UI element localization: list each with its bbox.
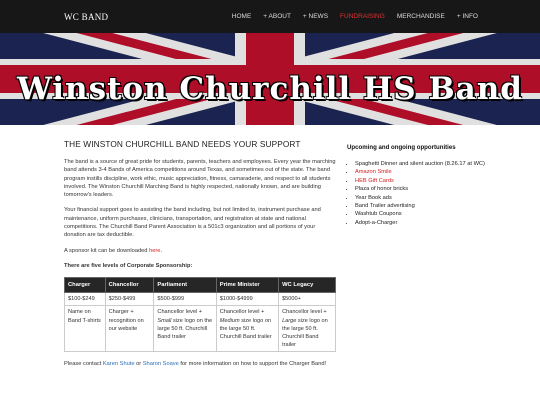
nav-home[interactable]: HOME <box>231 13 252 20</box>
table-header: Prime Minister <box>216 278 278 293</box>
nav-merchandise[interactable]: MERCHANDISE <box>396 13 445 20</box>
contact-sharon-link[interactable]: Sharon Soave <box>142 361 179 368</box>
table-header: WC Legacy <box>279 278 336 293</box>
table-header: Chancellor <box>105 278 154 293</box>
price-cell: $1000-$4999 <box>216 293 278 306</box>
list-item: • Year Book ads <box>355 194 487 202</box>
opportunities-list <box>347 160 487 227</box>
list-item <box>355 168 487 176</box>
price-cell: $5000+ <box>279 293 336 306</box>
benefit-cell: Chancellor level + Large size logo on the large 50 ft. Churchill Band trailer <box>279 306 336 352</box>
benefit-cell: Chancellor level + Medium size logo on the large 50 ft. Churchill Band trailer <box>216 306 278 352</box>
contact-line: Please contact Karen Shute or Sharon Soave for more information on how to support the Charger Band! <box>64 361 327 368</box>
price-cell: $100-$249 <box>65 293 106 306</box>
benefit-cell: Chancellor level + Small size logo on the large 50 ft. Churchill Band trailer <box>154 306 216 352</box>
page-heading: THE WINSTON CHURCHILL BAND NEEDS YOUR SUPPORT <box>64 139 301 149</box>
support-paragraph: Your financial support goes to assisting the band including, but not limited to, instrument purchase and maintenance, uniform purchases, clinicians, transportation, and registration at state and national competitions. The Churchill Band Parent Association is a 501c3 organization and all portions of your donation are tax deductible. <box>64 207 321 239</box>
benefit-cell: Name on Band T-shirts <box>65 306 106 352</box>
content-area <box>0 125 540 405</box>
main-nav <box>220 13 478 20</box>
sidebar-heading: Upcoming and ongoing opportunities <box>347 144 456 151</box>
nav-about[interactable]: + ABOUT <box>263 13 291 20</box>
hero-banner <box>0 33 540 125</box>
benefit-cell: Charger + recognition on our website <box>105 306 154 352</box>
table-row <box>65 306 336 352</box>
list-item: • Adopt-a-Charger <box>355 219 487 227</box>
intro-paragraph: The band is a source of great pride for students, parents, teachers and employees. Every year the marching band attends 3-4 Bands of America competitions around Texas, and sometimes out of the state. The band program instills discipline, work ethic, music appreciation, fitness, camaraderie, and respect to all students involved. The Winston Churchill Marching Band is highly respected, nationally known, and are building tomorrow's leaders. <box>64 159 336 199</box>
top-navigation-bar <box>0 0 540 33</box>
nav-fundraising[interactable]: FUNDRAISING <box>340 13 385 20</box>
main-column <box>64 139 336 376</box>
levels-intro: There are five levels of Corporate Sponsorship: <box>64 262 193 269</box>
table-header: Parliament <box>154 278 216 293</box>
nav-news[interactable]: + NEWS <box>302 13 329 20</box>
price-cell: $500-$999 <box>154 293 216 306</box>
sponsorship-levels-table <box>64 277 336 352</box>
banner-title: Winston Churchill HS Band <box>17 71 523 107</box>
contact-karen-link[interactable]: Karen Shute <box>102 361 135 368</box>
site-brand[interactable]: WC BAND <box>64 12 109 22</box>
table-header: Charger <box>65 278 106 293</box>
list-item: • Washtub Coupons <box>355 210 487 218</box>
price-cell: $250-$499 <box>105 293 154 306</box>
heb-gift-cards-link[interactable]: HEB Gift Cards <box>355 177 394 184</box>
nav-info[interactable]: + INFO <box>456 13 478 20</box>
table-row <box>65 293 336 306</box>
list-item: • Plaza of honor bricks <box>355 185 487 193</box>
sponsor-kit-link[interactable]: here <box>149 247 161 254</box>
list-item <box>355 177 487 185</box>
sponsor-kit-line: A sponsor kit can be downloaded here. <box>64 247 163 254</box>
amazon-smile-link[interactable]: Amazon Smile <box>355 169 392 176</box>
list-item: • Spaghetti Dinner and silent auction (8.26.17 at WC) <box>355 160 487 168</box>
sidebar <box>347 144 487 227</box>
list-item: • Band Trailer advertising <box>355 202 487 210</box>
